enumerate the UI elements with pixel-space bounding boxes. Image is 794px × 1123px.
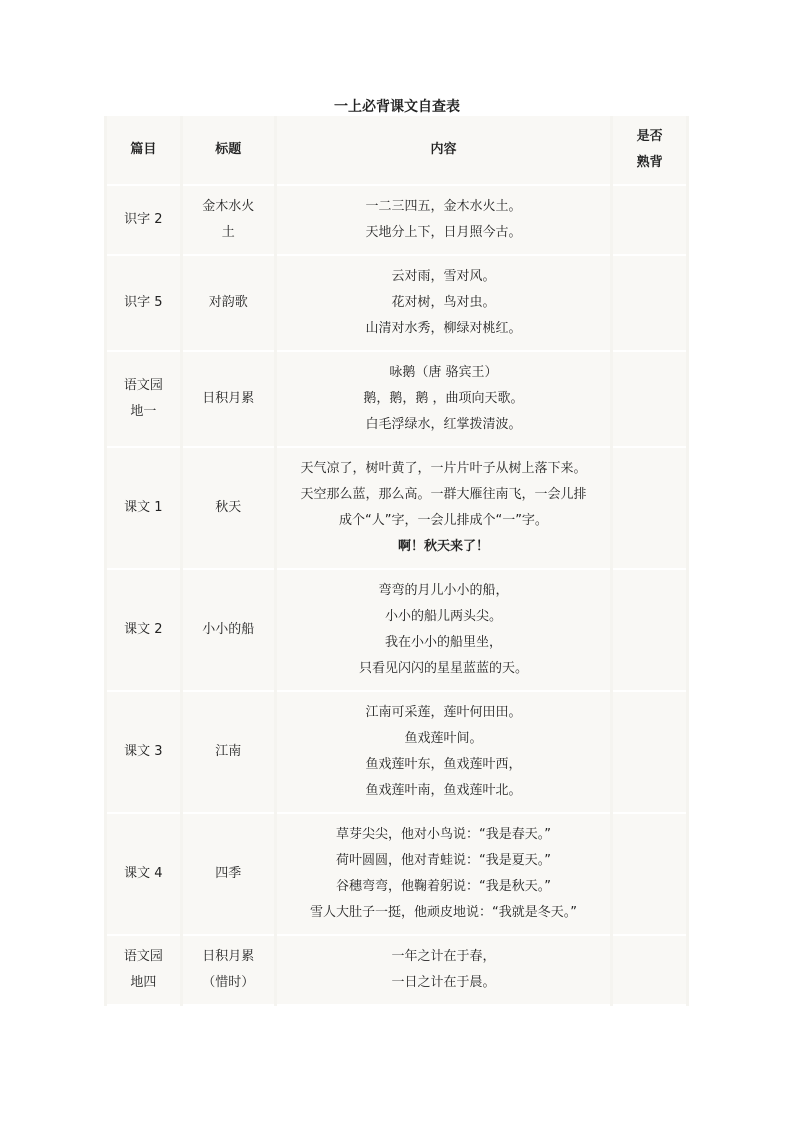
title-cell bbox=[183, 570, 274, 692]
section-cell bbox=[107, 814, 180, 936]
table-body bbox=[107, 186, 686, 1006]
content-cell-line: 咏鹅（唐 骆宾王） bbox=[389, 365, 498, 380]
content-cell bbox=[277, 692, 611, 814]
content-cell bbox=[277, 352, 611, 448]
memorized-check-cell[interactable] bbox=[613, 936, 686, 1006]
title-cell bbox=[183, 936, 274, 1006]
content-cell-line: 鱼戏莲叶南，鱼戏莲叶北。 bbox=[365, 783, 522, 798]
title-cell-line: 金木水火 bbox=[202, 199, 255, 214]
section-cell bbox=[107, 570, 180, 692]
content-cell-line: 我在小小的船里坐， bbox=[384, 635, 502, 650]
content-cell-line: 鱼戏莲叶间。 bbox=[404, 731, 483, 746]
title-cell-line: 日积月累 bbox=[202, 949, 255, 964]
memorized-check-cell[interactable] bbox=[613, 814, 686, 936]
memorized-check-cell[interactable] bbox=[613, 570, 686, 692]
content-cell-line: 天空那么蓝，那么高。一群大雁往南飞，一会儿排 bbox=[300, 487, 587, 502]
table-header-row bbox=[107, 116, 686, 186]
content-cell-line: 山清对水秀，柳绿对桃红。 bbox=[365, 321, 522, 336]
content-cell-line: 鹅，鹅，鹅 ，曲项向天歌。 bbox=[363, 391, 524, 406]
content-cell bbox=[277, 448, 611, 570]
section-cell-line: 课文 3 bbox=[124, 744, 163, 759]
header-memorized bbox=[613, 116, 686, 186]
header-content: 内容 bbox=[277, 116, 611, 186]
content-cell bbox=[277, 936, 611, 1006]
section-cell bbox=[107, 186, 180, 256]
section-cell-line: 课文 4 bbox=[124, 866, 163, 881]
title-cell bbox=[183, 448, 274, 570]
section-cell bbox=[107, 936, 180, 1006]
title-cell-line: 土 bbox=[221, 225, 235, 240]
title-cell bbox=[183, 256, 274, 352]
header-memorized-line: 熟背 bbox=[636, 155, 663, 170]
section-cell-line: 地四 bbox=[130, 975, 157, 990]
table-row bbox=[107, 256, 686, 352]
title-cell bbox=[183, 814, 274, 936]
title-cell-line: 对韵歌 bbox=[208, 295, 248, 310]
section-cell-line: 课文 1 bbox=[124, 500, 163, 515]
memorized-check-cell[interactable] bbox=[613, 256, 686, 352]
content-cell-line: 天地分上下，日月照今古。 bbox=[365, 225, 522, 240]
content-cell-line: 弯弯的月儿小小的船， bbox=[378, 583, 509, 598]
content-cell bbox=[277, 186, 611, 256]
content-cell-line: 成个“人”字，一会儿排成个“一”字。 bbox=[338, 513, 548, 528]
content-cell-line: 花对树，鸟对虫。 bbox=[391, 295, 496, 310]
table-row bbox=[107, 814, 686, 936]
title-cell bbox=[183, 186, 274, 256]
memorized-check-cell[interactable] bbox=[613, 352, 686, 448]
title-cell bbox=[183, 352, 274, 448]
content-cell-line: 白毛浮绿水，红掌拨清波。 bbox=[365, 417, 522, 432]
section-cell-line: 语文园 bbox=[123, 949, 163, 964]
content-cell-line: 啊！秋天来了！ bbox=[397, 539, 489, 554]
title-cell-line: 四季 bbox=[215, 866, 242, 881]
section-cell-line: 课文 2 bbox=[124, 622, 163, 637]
header-section: 篇目 bbox=[107, 116, 180, 186]
content-cell-line: 小小的船儿两头尖。 bbox=[384, 609, 502, 624]
table-row bbox=[107, 352, 686, 448]
memorized-check-cell[interactable] bbox=[613, 448, 686, 570]
title-cell-line: （惜时） bbox=[202, 975, 255, 990]
content-cell bbox=[277, 256, 611, 352]
memorized-check-cell[interactable] bbox=[613, 186, 686, 256]
content-cell-line: 荷叶圆圆，他对青蛙说：“我是夏天。” bbox=[335, 853, 551, 868]
content-cell-line: 鱼戏莲叶东，鱼戏莲叶西， bbox=[365, 757, 522, 772]
title-cell-line: 小小的船 bbox=[202, 622, 255, 637]
content-cell bbox=[277, 814, 611, 936]
table-row bbox=[107, 186, 686, 256]
content-cell-line: 云对雨，雪对风。 bbox=[391, 269, 496, 284]
section-cell bbox=[107, 692, 180, 814]
content-cell-line: 一年之计在于春， bbox=[391, 949, 496, 964]
section-cell bbox=[107, 352, 180, 448]
content-cell-line: 雪人大肚子一挺，他顽皮地说：“我就是冬天。” bbox=[309, 905, 577, 920]
content-cell bbox=[277, 570, 611, 692]
table-row bbox=[107, 570, 686, 692]
header-title: 标题 bbox=[183, 116, 274, 186]
title-cell-line: 日积月累 bbox=[202, 391, 255, 406]
self-check-table bbox=[104, 116, 689, 1006]
table-row bbox=[107, 448, 686, 570]
title-cell-line: 江南 bbox=[215, 744, 242, 759]
section-cell-line: 识字 2 bbox=[124, 212, 163, 227]
table-row bbox=[107, 692, 686, 814]
section-cell-line: 识字 5 bbox=[124, 295, 163, 310]
title-cell bbox=[183, 692, 274, 814]
section-cell-line: 语文园 bbox=[123, 378, 163, 393]
section-cell bbox=[107, 448, 180, 570]
section-cell bbox=[107, 256, 180, 352]
title-cell-line: 秋天 bbox=[215, 500, 242, 515]
content-cell-line: 一二三四五，金木水火土。 bbox=[365, 199, 522, 214]
page-title: 一上必背课文自查表 bbox=[334, 99, 460, 115]
content-cell-line: 草芽尖尖，他对小鸟说：“我是春天。” bbox=[335, 827, 551, 842]
content-cell-line: 谷穗弯弯，他鞠着躬说：“我是秋天。” bbox=[335, 879, 551, 894]
content-cell-line: 天气凉了，树叶黄了，一片片叶子从树上落下来。 bbox=[300, 461, 587, 476]
memorized-check-cell[interactable] bbox=[613, 692, 686, 814]
content-cell-line: 江南可采莲，莲叶何田田。 bbox=[365, 705, 522, 720]
content-cell-line: 只看见闪闪的星星蓝蓝的天。 bbox=[358, 661, 528, 676]
section-cell-line: 地一 bbox=[130, 404, 157, 419]
table-row bbox=[107, 936, 686, 1006]
header-memorized-line: 是否 bbox=[636, 129, 663, 144]
content-cell-line: 一日之计在于晨。 bbox=[391, 975, 496, 990]
